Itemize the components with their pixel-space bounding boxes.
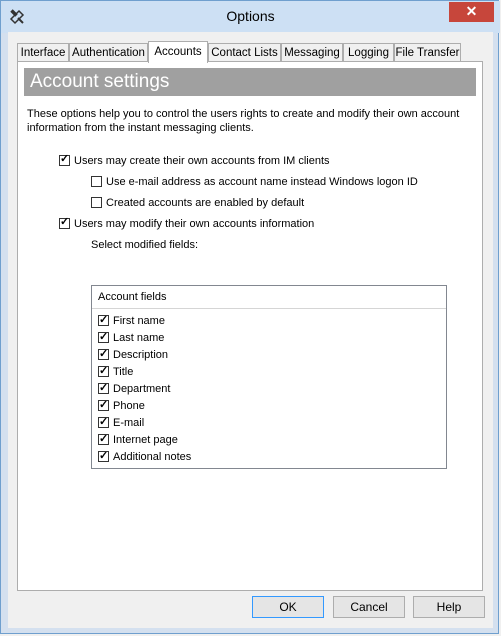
field-checkbox[interactable] [98,349,109,360]
use-email-checkbox[interactable] [91,176,102,187]
list-item[interactable] [98,313,165,330]
title-bar [1,1,500,33]
list-item[interactable] [98,415,144,432]
list-item[interactable] [98,347,168,364]
field-label: Title [113,366,134,378]
description-text: These options help you to control the users rights to create and modify their own account information from the instant messaging clients. [27,108,460,134]
enabled-default-label: Created accounts are enabled by default [106,197,305,209]
tab-interface[interactable]: Interface [17,43,69,61]
field-checkbox[interactable] [98,400,109,411]
create-accounts-checkbox[interactable] [59,155,70,166]
close-button[interactable] [449,2,494,22]
tab-authentication[interactable]: Authentication [69,43,148,61]
field-checkbox[interactable] [98,434,109,445]
modify-accounts-checkbox[interactable] [59,218,70,229]
help-button[interactable]: Help [413,596,485,618]
enabled-default-checkbox[interactable] [91,197,102,208]
ok-button[interactable]: OK [252,596,324,618]
list-item[interactable] [98,398,145,415]
tab-accounts[interactable]: Accounts [148,41,208,63]
use-email-option[interactable] [91,175,418,189]
field-checkbox[interactable] [98,383,109,394]
field-checkbox[interactable] [98,315,109,326]
tab-contact-lists[interactable]: Contact Lists [208,43,281,61]
close-icon: ✕ [465,3,478,19]
list-header[interactable]: Account fields [92,286,446,309]
enabled-default-option[interactable] [91,196,304,210]
list-item[interactable] [98,432,178,449]
button-bar [8,596,493,628]
select-fields-label: Select modified fields: [91,239,198,251]
field-checkbox[interactable] [98,366,109,377]
list-item[interactable] [98,381,170,398]
tab-messaging[interactable]: Messaging [281,43,343,61]
accounts-panel [17,61,483,591]
dialog-client [8,32,493,628]
field-checkbox[interactable] [98,332,109,343]
account-fields-list[interactable] [91,285,447,469]
field-label: Internet page [113,434,178,446]
tab-logging[interactable]: Logging [343,43,394,61]
field-label: Department [113,383,171,395]
create-accounts-option[interactable] [59,154,330,168]
modify-accounts-option[interactable] [59,217,314,231]
window-title: Options [226,8,275,24]
list-item[interactable] [98,449,191,466]
field-checkbox[interactable] [98,417,109,428]
field-checkbox[interactable] [98,451,109,462]
list-item[interactable] [98,364,133,381]
tab-file-transfer[interactable]: File Transfer [394,43,461,61]
modify-accounts-label: Users may modify their own accounts information [74,218,315,230]
field-label: First name [113,315,165,327]
field-label: Last name [113,332,165,344]
field-label: Description [113,349,169,361]
list-item[interactable] [98,330,164,347]
use-email-label: Use e-mail address as account name instead Windows logon ID [106,176,418,188]
section-header: Account settings [24,68,476,96]
create-accounts-label: Users may create their own accounts from IM clients [74,155,330,167]
field-label: E-mail [113,417,145,429]
field-label: Phone [113,400,145,412]
field-label: Additional notes [113,451,192,463]
cancel-button[interactable]: Cancel [333,596,405,618]
